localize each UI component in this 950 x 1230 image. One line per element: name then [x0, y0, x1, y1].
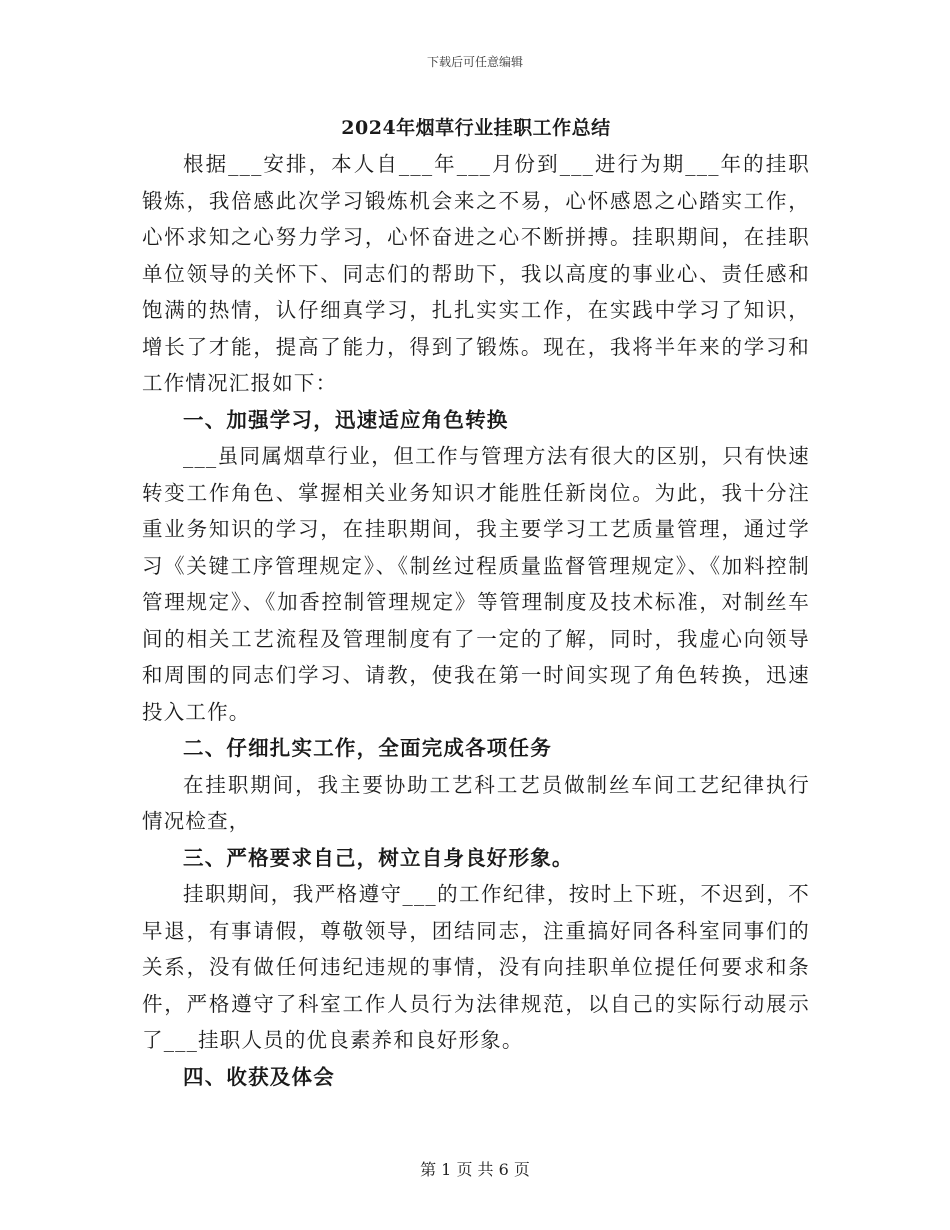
section-heading-3: 三、严格要求自己，树立自身良好形象。 — [183, 845, 574, 870]
section-heading-2: 二、仔细扎实工作，全面完成各项任务 — [183, 736, 552, 760]
paragraph-section-2: 在挂职期间，我主要协助工艺科工艺员做制丝车间工艺纪律执行情况检查， — [142, 772, 810, 833]
paragraph-intro: 根据___安排，本人自___年___月份到___进行为期___年的挂职锻炼，我倍感此次学习锻炼机会来之不易，心怀感恩之心踏实工作，心怀求知之心努力学习，心怀奋进之心不断拼搏。挂职期间，在挂职单位领导的关怀下、同志们的帮助下，我以高度的事业心、责任感和饱满的热情，认仔细真学习，扎扎实实工作，在实践中学习了知识，增长了才能，提高了能力，得到了锻炼。现在，我将半年来的学习和工作情况汇报如下： — [142, 152, 810, 395]
section-heading-1: 一、加强学习，迅速适应角色转换 — [183, 407, 509, 432]
document-title: 2024年烟草行业挂职工作总结 — [341, 117, 611, 139]
header-note: 下载后可任意编辑 — [426, 55, 523, 69]
section-heading-4: 四、收获及体会 — [183, 1064, 335, 1089]
paragraph-section-1: ___虽同属烟草行业，但工作与管理方法有很大的区别，只有快速转变工作角色、掌握相关业务知识才能胜任新岗位。为此，我十分注重业务知识的学习，在挂职期间，我主要学习工艺质量管理，通过学习《关键工序管理规定》、《制丝过程质量监督管理规定》、《加料控制管理规定》、《加香控制管理规定》等管理制度及技术标准，对制丝车间的相关工艺流程及管理制度有了一定的了解，同时，我虚心向领导和周围的同志们学习、请教，使我在第一时间实现了角色转换，迅速投入工作。 — [142, 444, 810, 724]
document-body — [142, 112, 810, 1095]
paragraph-section-3: 挂职期间，我严格遵守___的工作纪律，按时上下班，不迟到，不早退，有事请假，尊敬领导，团结同志，注重搞好同各科室同事们的关系，没有做任何违纪违规的事情，没有向挂职单位提任何要求和条件，严格遵守了科室工作人员行为法律规范，以自己的实际行动展示了___挂职人员的优良素养和良好形象。 — [142, 882, 810, 1052]
page-number-footer: 第 1 页 共 6 页 — [420, 1160, 530, 1179]
